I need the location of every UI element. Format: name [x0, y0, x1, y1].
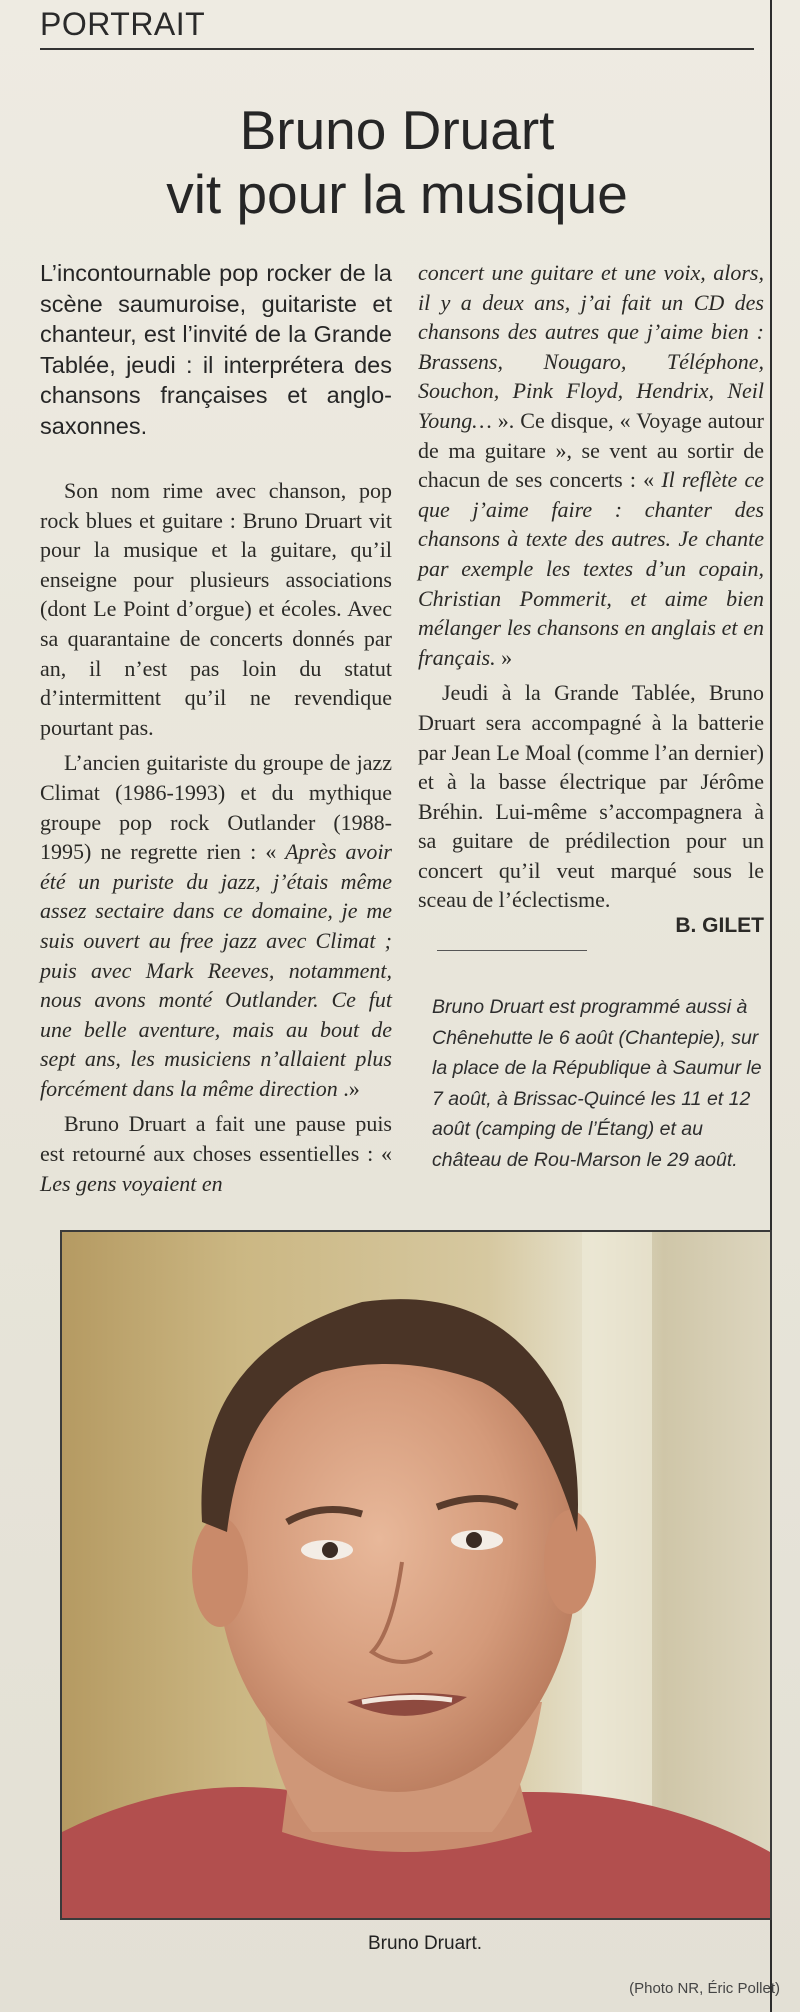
quote-text: Les gens voyaient en	[40, 1170, 223, 1196]
info-box-rule	[437, 950, 587, 951]
article-headline	[40, 98, 754, 226]
concert-dates-info: Bruno Druart est programmé aussi à Chênehutte le 6 août (Chantepie), sur la place de la République à Saumur le 7 août, à Brissac-Quincé les 11 et 12 août (camping de l’Étang) et au château de Rou-Marson le 29 août.	[432, 996, 762, 1171]
portrait-illustration	[62, 1232, 770, 1918]
paragraph-text: L’ancien guitariste du groupe de jazz Climat (1986-1993) et du mythique groupe pop rock Outlander (1988-1995) ne regrette rien : «	[40, 750, 392, 865]
photo-caption: Bruno Druart.	[367, 1933, 483, 1954]
paragraph-text: .»	[337, 1075, 360, 1101]
paragraph-text: Bruno Druart a fait une pause puis est retourné aux choses essentielles : «	[40, 1111, 392, 1167]
paragraph	[418, 258, 764, 672]
paragraph	[40, 1109, 392, 1198]
paragraph	[40, 748, 392, 1103]
quote-text: Après avoir été un puriste du jazz, j’étais même assez sectaire dans ce domaine, je me suis ouvert au free jazz avec Climat ; puis avec Mark Reeves, notamment, nous avons monté Outlander. Ce fut une belle aventure, mais au bout de sept ans, les musiciens n’allaient plus forcément dans la même direction	[40, 839, 392, 1101]
section-rule	[40, 48, 754, 50]
article-column-2	[418, 258, 764, 921]
quote-text: Il reflète ce que j’aime faire : chanter des chansons à texte des autres. Je chante par exemple les textes d’un copain, Christian Pommerit, et aime bien mélanger les chansons en anglais et en français.	[418, 467, 765, 670]
paragraph-text: ». Ce disque, « Voyage autour de ma guitare », se vent au sortir de chacun de ses concerts : «	[418, 407, 764, 493]
article-column-1	[40, 476, 392, 1204]
portrait-photo	[60, 1230, 772, 1920]
section-label: PORTRAIT	[40, 6, 206, 42]
article-lead: L’incontournable pop rocker de la scène saumuroise, guitariste et chanteur, est l’invité de la Grande Tablée, jeudi : il interprétera des chansons françaises et anglo-saxonnes.	[40, 260, 392, 439]
paragraph: Son nom rime avec chanson, pop rock blues et guitare : Bruno Druart vit pour la musique et la guitare, qu’il enseigne pour plusieurs associations (dont Le Point d’orgue) et écoles. Avec sa quarantaine de concerts donnés par an, il n’est pas loin du statut d’intermittent qu’il ne revendique pourtant pas.	[40, 478, 392, 740]
headline-line-1: Bruno Druart	[239, 99, 555, 161]
headline-line-2: vit pour la musique	[166, 163, 628, 225]
author-byline: B. GILET	[675, 914, 764, 937]
paragraph-text: »	[495, 644, 513, 670]
photo-credit: (Photo NR, Éric Pollet)	[629, 1980, 780, 1997]
paragraph: Jeudi à la Grande Tablée, Bruno Druart sera accompagné à la batterie par Jean Le Moal (comme l’an dernier) et à la basse électrique par Jérôme Bréhin. Lui-même s’accompagnera à sa guitare de prédilection pour un concert qu’il veut marqué sous le sceau de l’éclectisme.	[418, 680, 764, 913]
quote-text: concert une guitare et une voix, alors, il y a deux ans, j’ai fait un CD des chansons des autres que j’aime bien : Brassens, Nougaro, Téléphone, Souchon, Pink Floyd, Hendrix, Neil Young…	[418, 260, 764, 433]
